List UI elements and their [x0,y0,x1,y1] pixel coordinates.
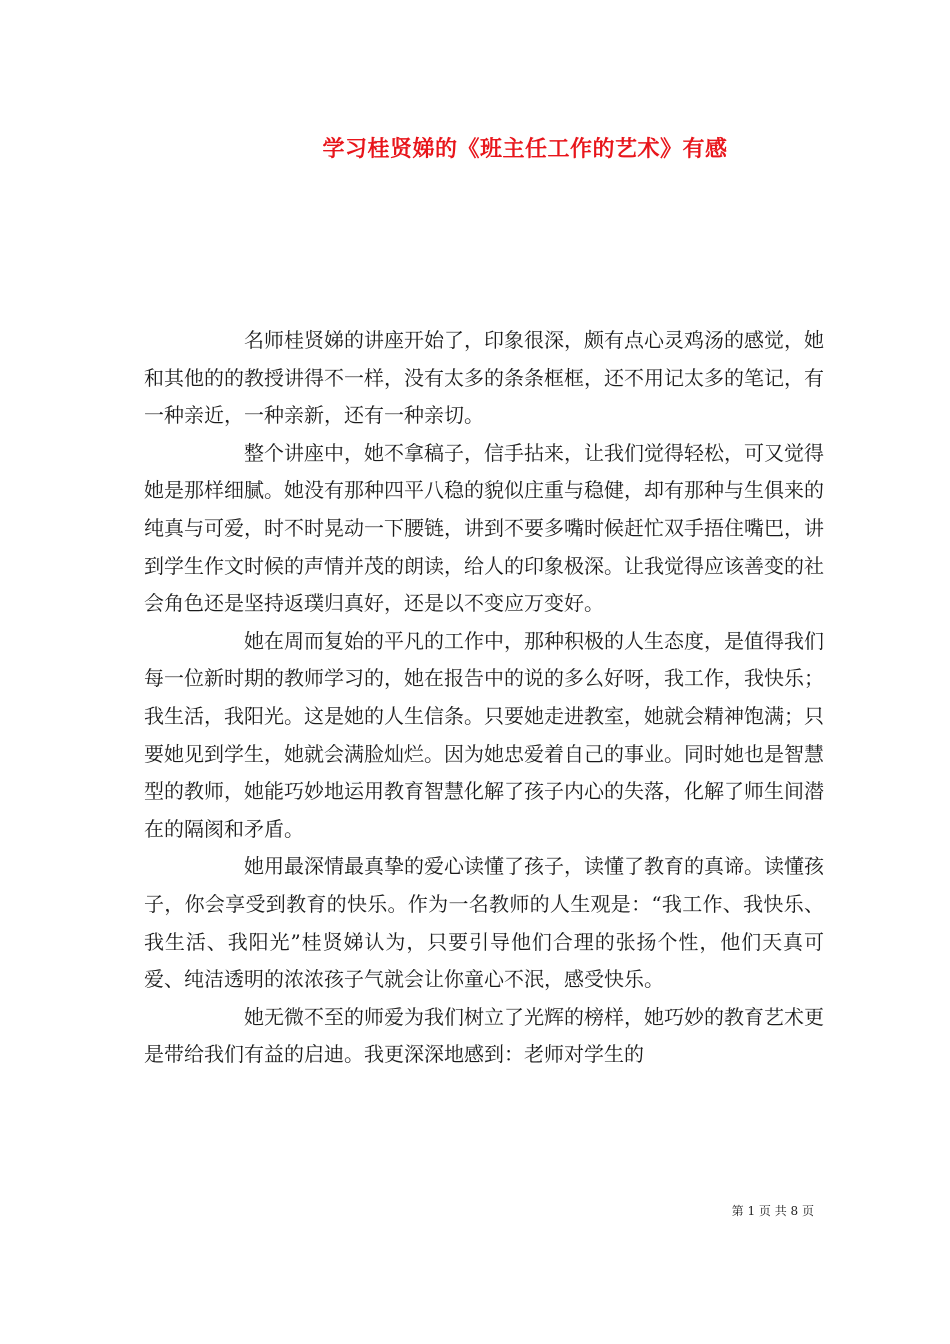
paragraph-2: 整个讲座中，她不拿稿子，信手拈来，让我们觉得轻松，可又觉得她是那样细腻。她没有那种四平八稳的貌似庄重与稳健，却有那种与生俱来的纯真与可爱，时不时晃动一下腰链，讲到不要多嘴时候赶忙双手捂住嘴巴，讲到学生作文时候的声情并茂的朗读，给人的印象极深。让我觉得应该善变的社会角色还是坚持返璞归真好，还是以不变应万变好。 [144,440,824,616]
paragraph-1: 名师桂贤娣的讲座开始了，印象很深，颇有点心灵鸡汤的感觉，她和其他的的教授讲得不一样，没有太多的条条框框，还不用记太多的笔记，有一种亲近，一种亲新，还有一种亲切。 [144,328,824,428]
page-number-footer: 第 1 页 共 8 页 [731,1204,814,1218]
paragraph-4: 她用最深情最真挚的爱心读懂了孩子，读懂了教育的真谛。读懂孩子，你会享受到教育的快乐。作为一名教师的人生观是：“我工作、我快乐、我生活、我阳光”桂贤娣认为，只要引导他们合理的张扬个性，他们天真可爱、纯洁透明的浓浓孩子气就会让你童心不泯，感受快乐。 [144,854,824,992]
paragraph-3: 她在周而复始的平凡的工作中，那种积极的人生态度，是值得我们每一位新时期的教师学习的，她在报告中的说的多么好呀，我工作，我快乐；我生活，我阳光。这是她的人生信条。只要她走进教室，她就会精神饱满；只要她见到学生，她就会满脸灿烂。因为她忠爱着自己的事业。同时她也是智慧型的教师，她能巧妙地运用教育智慧化解了孩子内心的失落，化解了师生间潜在的隔阂和矛盾。 [144,628,824,841]
document-body [144,322,824,1074]
document-title: 学习桂贤娣的《班主任工作的艺术》有感 [322,136,728,162]
paragraph-5: 她无微不至的师爱为我们树立了光辉的榜样，她巧妙的教育艺术更是带给我们有益的启迪。我更深深地感到：老师对学生的 [144,1004,824,1067]
